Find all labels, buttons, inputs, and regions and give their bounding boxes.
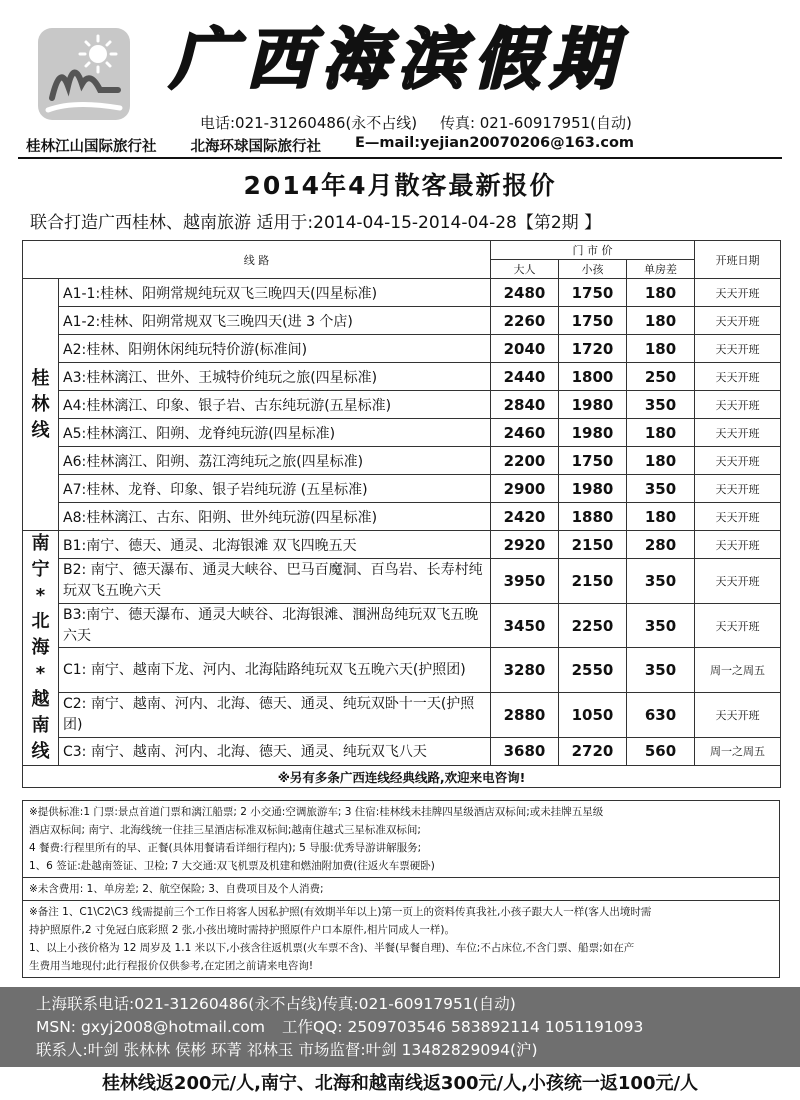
route-name: B2: 南宁、德天瀑布、通灵大峡谷、巴马百魔洞、百鸟岩、长寿村纯玩双飞五晚六天	[59, 559, 491, 604]
schedule: 天天开班	[695, 475, 781, 503]
header-schedule: 开班日期	[695, 241, 781, 279]
price-adult: 3450	[491, 603, 559, 648]
main-title: 2014年4月散客最新报价	[243, 171, 557, 200]
price-adult: 2460	[491, 419, 559, 447]
route-name: B1:南宁、德天、通灵、北海银滩 双飞四晚五天	[59, 531, 491, 559]
table-row	[23, 279, 781, 307]
divider	[18, 157, 782, 159]
price-adult: 2200	[491, 447, 559, 475]
schedule: 天天开班	[695, 279, 781, 307]
sub-title: 联合打造广西桂林、越南旅游 适用于:2014-04-15-2014-04-28【第2期 】	[30, 213, 602, 233]
header-price: 门 市 价	[491, 241, 695, 260]
table-row	[23, 447, 781, 475]
table-row	[23, 737, 781, 765]
price-single: 180	[627, 419, 695, 447]
table-row	[23, 335, 781, 363]
phone-text: 电话:021-31260486(永不占线)	[200, 114, 418, 132]
price-single: 350	[627, 475, 695, 503]
table-row	[23, 475, 781, 503]
fax-text: 传真: 021-60917951(自动)	[439, 114, 632, 132]
price-adult: 2040	[491, 335, 559, 363]
notes-section	[22, 800, 780, 978]
price-single: 350	[627, 559, 695, 604]
price-single: 350	[627, 648, 695, 693]
table-row	[23, 307, 781, 335]
logo-icon	[34, 24, 134, 124]
route-name: A2:桂林、阳朔休闲纯玩特价游(标准间)	[59, 335, 491, 363]
provided-line: 1、6 签证:赴越南签证、卫检; 7 大交通:双飞机票及机建和燃油附加费(往返火车票硬卧)	[29, 860, 435, 872]
table-row	[23, 559, 781, 604]
price-adult: 3280	[491, 648, 559, 693]
price-adult: 2440	[491, 363, 559, 391]
schedule: 天天开班	[695, 603, 781, 648]
schedule: 天天开班	[695, 419, 781, 447]
table-row	[23, 648, 781, 693]
price-single: 280	[627, 531, 695, 559]
route-category: 南 宁 * 北 海 * 越 南 线	[23, 531, 59, 766]
price-single: 350	[627, 391, 695, 419]
route-name: A7:桂林、龙脊、印象、银子岩纯玩游 (五星标准)	[59, 475, 491, 503]
price-child: 1050	[559, 693, 627, 738]
provided-line: 酒店双标间; 南宁、北海线统一住挂三星酒店标准双标间;越南住越式三星标准双标间;	[29, 824, 421, 836]
table-row	[23, 391, 781, 419]
footer-qq: 工作QQ: 2509703546 583892114 1051191093	[281, 1018, 644, 1036]
route-name: A1-2:桂林、阳朔常规双飞三晚四天(进 3 个店)	[59, 307, 491, 335]
price-adult: 2480	[491, 279, 559, 307]
price-adult: 2900	[491, 475, 559, 503]
price-adult: 2880	[491, 693, 559, 738]
price-child: 2720	[559, 737, 627, 765]
price-child: 1800	[559, 363, 627, 391]
table-row	[23, 693, 781, 738]
route-name: A3:桂林漓江、世外、王城特价纯玩之旅(四星标准)	[59, 363, 491, 391]
price-table-body	[23, 279, 781, 788]
price-single: 350	[627, 603, 695, 648]
route-category: 桂 林 线	[23, 279, 59, 531]
header-adult: 大人	[491, 260, 559, 279]
schedule: 周一之周五	[695, 737, 781, 765]
footer-contacts: 联系人:叶剑 张林林 侯彬 环菁 祁林玉 市场监督:叶剑 13482829094(沪)	[36, 1041, 538, 1059]
remarks	[23, 901, 779, 977]
price-child: 2150	[559, 531, 627, 559]
schedule: 天天开班	[695, 447, 781, 475]
price-child: 1720	[559, 335, 627, 363]
email-text: E—mail:yejian20070206@163.com	[355, 135, 635, 151]
table-row	[23, 503, 781, 531]
schedule: 周一之周五	[695, 648, 781, 693]
table-row	[23, 603, 781, 648]
schedule: 天天开班	[695, 559, 781, 604]
header	[0, 0, 800, 158]
agency-line	[26, 135, 776, 156]
header-child: 小孩	[559, 260, 627, 279]
table-note-row	[23, 766, 781, 788]
price-child: 1980	[559, 475, 627, 503]
remark-line: 持护照原件,2 寸免冠白底彩照 2 张,小孩出境时需持护照原件户口本原件,相片同成人一样)。	[29, 924, 455, 936]
price-child: 2250	[559, 603, 627, 648]
schedule: 天天开班	[695, 693, 781, 738]
schedule: 天天开班	[695, 307, 781, 335]
price-adult: 3680	[491, 737, 559, 765]
route-name: A8:桂林漓江、古东、阳朔、世外纯玩游(四星标准)	[59, 503, 491, 531]
price-single: 250	[627, 363, 695, 391]
table-note: ※另有多条广西连线经典线路,欢迎来电咨询!	[23, 766, 781, 788]
remark-line: 生费用当地现付;此行程报价仅供参考,在定团之前请来电咨询!	[29, 960, 314, 972]
schedule: 天天开班	[695, 391, 781, 419]
route-name: B3:南宁、德天瀑布、通灵大峡谷、北海银滩、涠洲岛纯玩双飞五晚六天	[59, 603, 491, 648]
excluded-costs	[23, 878, 779, 901]
price-child: 1750	[559, 447, 627, 475]
price-child: 2150	[559, 559, 627, 604]
header-route: 线 路	[23, 241, 491, 279]
provided-line: ※提供标准:1 门票:景点首道门票和漓江船票; 2 小交通:空调旅游车; 3 住宿:桂林线未挂牌四星级酒店双标间;或未挂牌五星级	[29, 806, 604, 818]
header-single: 单房差	[627, 260, 695, 279]
contact-line	[200, 112, 650, 133]
price-adult: 3950	[491, 559, 559, 604]
price-single: 180	[627, 335, 695, 363]
price-child: 1880	[559, 503, 627, 531]
provided-line: 4 餐费:行程里所有的早、正餐(具体用餐请看详细行程内); 5 导服:优秀导游讲解服务;	[29, 842, 422, 854]
remark-line: 1、以上小孩价格为 12 周岁及 1.1 米以下,小孩含往返机票(火车票不含)、半餐(早餐自理)、车位;不占床位,不含门票、船票;如在产	[29, 942, 635, 954]
footer-im	[36, 1016, 800, 1039]
remark-line: ※备注 1、C1\C2\C3 线需提前三个工作日将客人因私护照(有效期半年以上)第一页上的资料传真我社,小孩子跟大人一样(客人出境时需	[29, 906, 652, 918]
agency-guilin: 桂林江山国际旅行社	[26, 139, 157, 155]
provided-standards	[23, 801, 779, 878]
agency-beihai: 北海环球国际旅行社	[190, 139, 321, 155]
price-adult: 2920	[491, 531, 559, 559]
table-row	[23, 363, 781, 391]
price-single: 180	[627, 447, 695, 475]
footer-phone: 上海联系电话:021-31260486(永不占线)传真:021-60917951(自动)	[36, 995, 516, 1013]
price-child: 1980	[559, 391, 627, 419]
price-single: 180	[627, 307, 695, 335]
schedule: 天天开班	[695, 363, 781, 391]
price-adult: 2840	[491, 391, 559, 419]
price-single: 630	[627, 693, 695, 738]
price-child: 1980	[559, 419, 627, 447]
price-single: 560	[627, 737, 695, 765]
route-name: C1: 南宁、越南下龙、河内、北海陆路纯玩双飞五晚六天(护照团)	[59, 648, 491, 693]
route-name: A4:桂林漓江、印象、银子岩、古东纯玩游(五星标准)	[59, 391, 491, 419]
footer	[0, 987, 800, 1067]
price-child: 1750	[559, 279, 627, 307]
rebate-line: 桂林线返200元/人,南宁、北海和越南线返300元/人,小孩统一返100元/人	[101, 1073, 699, 1094]
route-name: A5:桂林漓江、阳朔、龙脊纯玩游(四星标准)	[59, 419, 491, 447]
table-row	[23, 531, 781, 559]
schedule: 天天开班	[695, 503, 781, 531]
route-name: C2: 南宁、越南、河内、北海、德天、通灵、纯玩双卧十一天(护照团)	[59, 693, 491, 738]
table-row	[23, 419, 781, 447]
price-adult: 2420	[491, 503, 559, 531]
route-name: A6:桂林漓江、阳朔、荔江湾纯玩之旅(四星标准)	[59, 447, 491, 475]
price-single: 180	[627, 503, 695, 531]
price-single: 180	[627, 279, 695, 307]
price-child: 2550	[559, 648, 627, 693]
price-adult: 2260	[491, 307, 559, 335]
route-name: C3: 南宁、越南、河内、北海、德天、通灵、纯玩双飞八天	[59, 737, 491, 765]
excluded-text: ※未含费用: 1、单房差; 2、航空保险; 3、自费项目及个人消费;	[29, 883, 324, 895]
page-title: 广西海滨假期	[170, 20, 626, 98]
footer-msn: MSN: gxyj2008@hotmail.com	[36, 1018, 266, 1036]
price-table	[22, 240, 781, 788]
schedule: 天天开班	[695, 335, 781, 363]
price-child: 1750	[559, 307, 627, 335]
route-name: A1-1:桂林、阳朔常规纯玩双飞三晚四天(四星标准)	[59, 279, 491, 307]
schedule: 天天开班	[695, 531, 781, 559]
